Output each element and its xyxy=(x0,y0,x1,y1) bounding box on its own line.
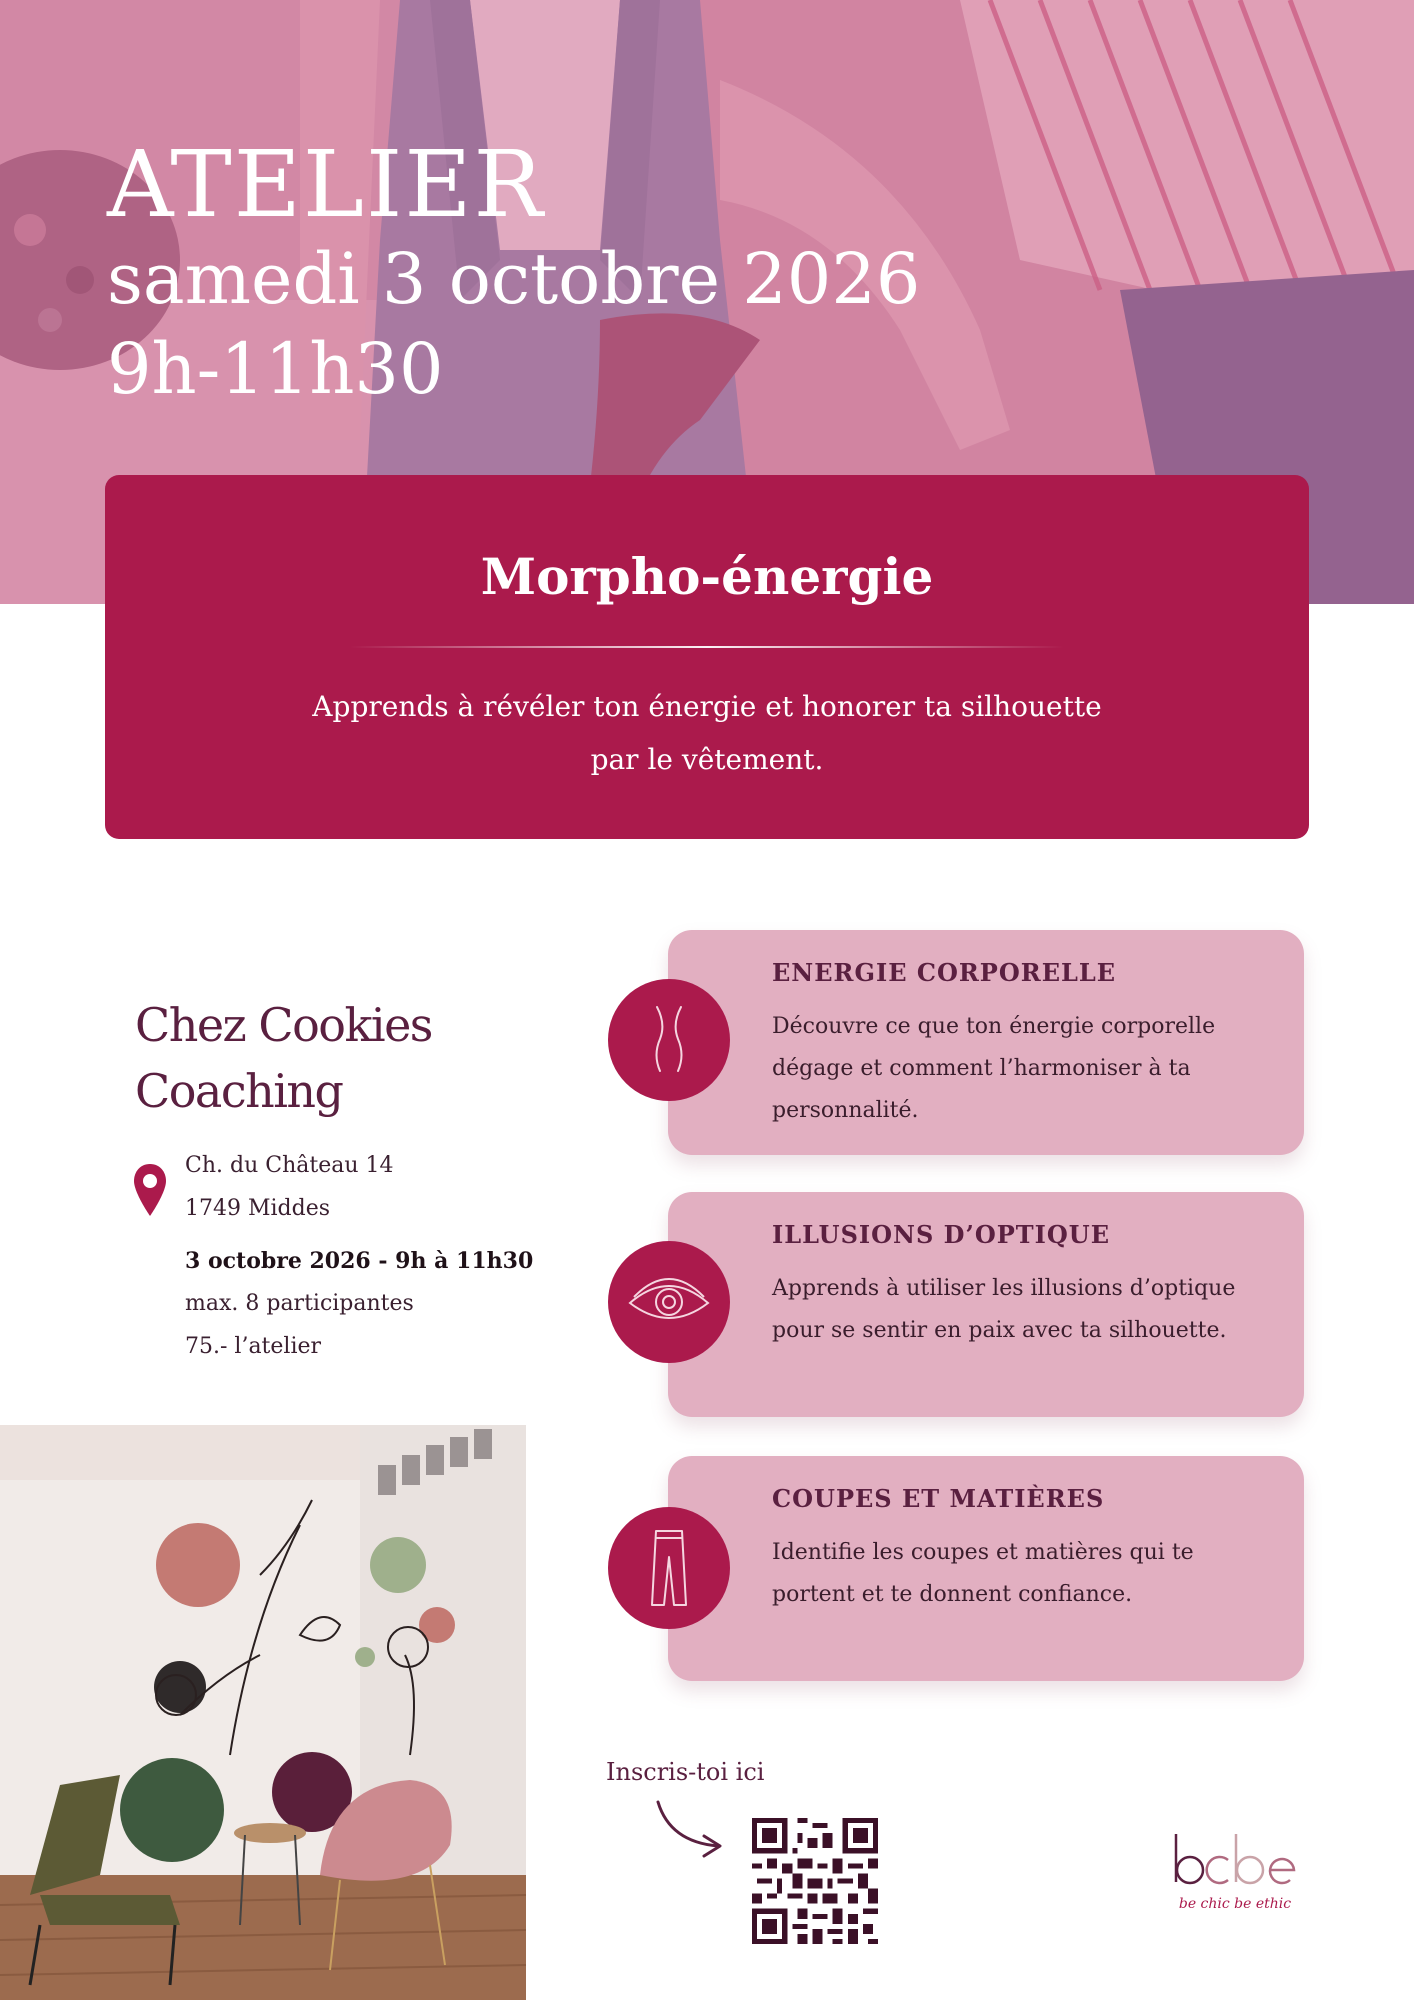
bcbe-logo xyxy=(1170,1828,1300,1916)
address-line-1: Ch. du Château 14 xyxy=(185,1153,394,1178)
feature-text: Découvre ce que ton énergie corporelle dégage et comment l’harmoniser à ta personnalité. xyxy=(772,1014,1216,1123)
feature-card-illusions xyxy=(668,1192,1304,1417)
description-line-1: Apprends à révéler ton énergie et honorer ta silhouette xyxy=(312,690,1102,723)
banner-divider xyxy=(350,646,1064,648)
description-line-2: par le vêtement. xyxy=(590,743,824,776)
silhouette-icon xyxy=(608,979,730,1101)
address-line-2: 1749 Middes xyxy=(185,1196,331,1221)
hero-time: 9h-11h30 xyxy=(107,328,444,410)
location-pin-icon xyxy=(132,1162,168,1218)
feature-badge-coupes xyxy=(608,1507,730,1629)
feature-card-energie xyxy=(668,930,1304,1155)
workshop-title: Morpho-énergie xyxy=(480,547,934,606)
feature-title: COUPES ET MATIÈRES xyxy=(772,1484,1105,1513)
feature-badge-energie xyxy=(608,979,730,1101)
feature-text: Apprends à utiliser les illusions d’optique pour se sentir en paix avec ta silhouette. xyxy=(772,1276,1236,1343)
workshop-description xyxy=(225,680,1189,786)
feature-text: Identifie les coupes et matières qui te portent et te donnent confiance. xyxy=(772,1540,1194,1607)
event-capacity: max. 8 participantes xyxy=(185,1291,414,1316)
feature-title: ILLUSIONS D’OPTIQUE xyxy=(772,1220,1111,1249)
event-datetime: 3 octobre 2026 - 9h à 11h30 xyxy=(185,1248,534,1274)
svg-text:be chic be ethic: be chic be ethic xyxy=(1178,1896,1292,1912)
workshop-banner xyxy=(105,475,1309,839)
hero-date: samedi 3 octobre 2026 xyxy=(107,238,921,320)
feature-title: ENERGIE CORPORELLE xyxy=(772,958,1117,987)
event-price: 75.- l’atelier xyxy=(185,1334,322,1359)
arrow-icon xyxy=(652,1798,732,1862)
hero-title: ATELIER xyxy=(107,131,545,238)
venue-name xyxy=(135,992,555,1124)
feature-badge-illusions xyxy=(608,1241,730,1363)
venue-name-line-2: Coaching xyxy=(135,1064,343,1118)
venue-name-line-1: Chez Cookies xyxy=(135,998,432,1052)
trousers-icon xyxy=(608,1507,730,1629)
signup-label: Inscris-toi ici xyxy=(606,1758,765,1786)
feature-card-coupes xyxy=(668,1456,1304,1681)
venue-room-photo xyxy=(0,1425,526,2000)
eye-icon xyxy=(608,1241,730,1363)
signup-qr-code[interactable] xyxy=(752,1818,878,1944)
